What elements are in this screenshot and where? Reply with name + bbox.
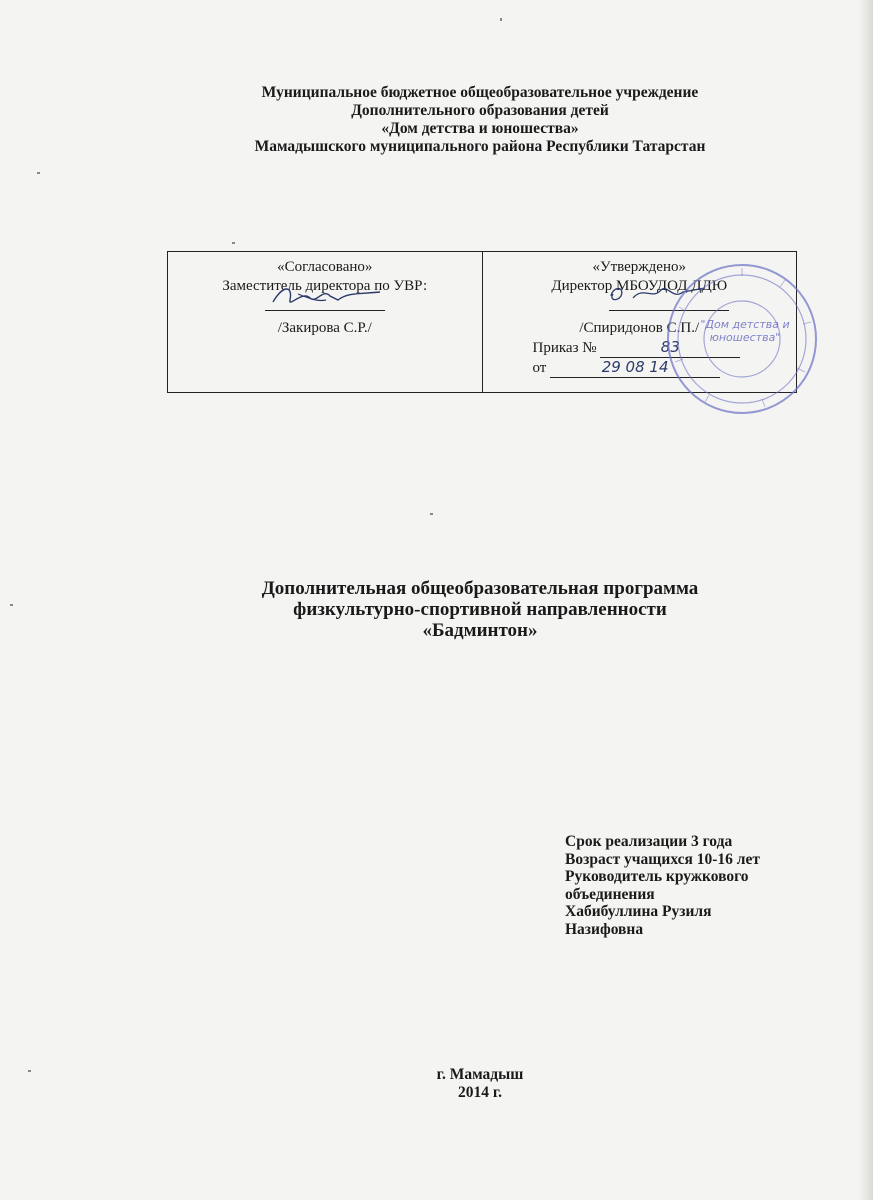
header-line: Дополнительного образования детей xyxy=(351,102,609,119)
approved-name: /Спиридонов С.П./ xyxy=(579,320,700,336)
info-line: Назифовна xyxy=(565,920,644,938)
institution-header xyxy=(150,84,810,156)
document-footer xyxy=(330,1066,630,1102)
order-number: 83 xyxy=(600,338,740,358)
scan-speck xyxy=(232,242,235,244)
agreed-name: /Закирова С.Р./ xyxy=(277,320,372,336)
agreed-position: Заместитель директора по УВР: xyxy=(222,278,428,294)
title-line: физкультурно-спортивной направленности xyxy=(293,599,667,620)
header-line: «Дом детства и юношества» xyxy=(381,120,579,137)
info-line: Руководитель кружкового xyxy=(565,868,749,885)
approved-position: Директор МБОУДОД ДДЮ xyxy=(551,278,728,294)
scan-speck xyxy=(430,513,433,515)
footer-city: г. Мамадыш xyxy=(436,1066,524,1083)
date-label: от xyxy=(532,360,547,376)
order-label: Приказ № xyxy=(532,340,597,356)
footer-year: 2014 г. xyxy=(457,1084,503,1101)
header-line: Муниципальное бюджетное общеобразовательное учреждение xyxy=(261,84,699,101)
scan-edge-shadow xyxy=(859,0,873,1200)
scan-speck xyxy=(500,18,502,21)
scan-speck xyxy=(37,172,40,174)
agreed-heading: «Согласовано» xyxy=(277,259,373,275)
info-line: Возраст учащихся 10-16 лет xyxy=(565,850,760,868)
date-value: 29 08 14 xyxy=(550,358,720,378)
program-title xyxy=(120,578,840,641)
title-line: «Бадминтон» xyxy=(422,620,538,641)
info-line: объединения xyxy=(565,885,655,903)
header-line: Мамадышского муниципального района Республики Татарстан xyxy=(254,138,706,155)
stamp-inner-text: "Дом детства и юношества" xyxy=(700,318,790,344)
approved-heading: «Утверждено» xyxy=(592,259,686,275)
title-line: Дополнительная общеобразовательная программа xyxy=(261,578,699,599)
program-info xyxy=(565,833,825,938)
info-line: Хабибуллина Рузиля xyxy=(565,903,712,920)
scan-speck xyxy=(28,1070,31,1072)
info-line: Срок реализации 3 года xyxy=(565,833,733,850)
agreed-signature-icon xyxy=(268,280,388,310)
scan-speck xyxy=(10,604,13,606)
agreed-cell xyxy=(168,252,483,392)
